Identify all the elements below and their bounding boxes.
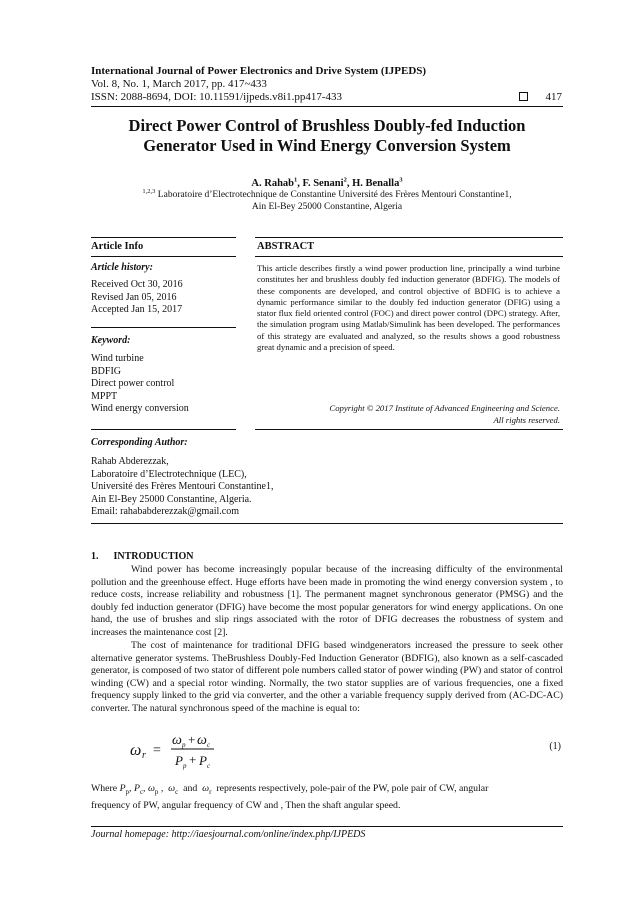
svg-text:ω: ω: [197, 733, 207, 748]
article-info-heading: Article Info: [91, 241, 144, 252]
keyword-label: Keyword:: [91, 335, 131, 346]
corresponding-line: Ain El-Bey 25000 Constantine, Algeria.: [91, 493, 252, 505]
keyword-item: Wind turbine: [91, 353, 144, 364]
history-item: Accepted Jan 15, 2017: [91, 304, 183, 315]
author-name: A. Rahab: [251, 178, 295, 189]
history-item: Revised Jan 05, 2016: [91, 291, 177, 303]
header-rule: [91, 106, 563, 107]
intro-paragraph-1: Wind power has become increasingly popular because of the increasing difficulty of the environmental pollution and the greenhouse effect. Huge efforts have been made in promoting the wind energy conversion system , to reduce costs, increase reliability and robustness [1]. The permanent magnet synchronous generator (PMSG) and the doubly fed induction generator (DFIG) have become the most popular generators for wind energy applications. On one hand, the use of brushes and slip rings associated with the rotor of DFIG decreases the robustness of system and increases the maintenance cost [2].: [91, 564, 563, 638]
corresponding-line: Email: rahababderezzak@gmail.com: [91, 506, 240, 517]
keyword-item: BDFIG: [91, 365, 122, 377]
abstract-text: This article describes firstly a wind power production line, principally a wind turbine constitutes her and brushless doubly fed induction generator (BDFIG). The models of these components are developed, and control objective of BDFIG is to achieve a dynamic performance similar to the doubly fed induction generator (DFIG) using a stator flux field oriented control (FOC) and direct power control (DPC) strategy. After, the simulation program using Matlab/Simulink has been developed. The performances of this strategy are evaluated and analyzed, so the results shows a good robustness great dynamic and a precision of speed.: [257, 263, 560, 353]
svg-text:p: p: [182, 741, 186, 749]
article-info-top-rule: [91, 237, 236, 238]
author-sup: 3: [399, 176, 403, 184]
journal-name: International Journal of Power Electronics and Drive System (IJPEDS): [91, 65, 427, 77]
section-heading: 1. INTRODUCTION: [91, 551, 194, 562]
abstract-top-rule: [255, 237, 563, 238]
where-and: and: [183, 783, 198, 794]
front-matter-bottom-rule: [91, 523, 563, 524]
corresponding-line: Rahab Abderezzak,: [91, 456, 169, 467]
svg-text:p: p: [183, 762, 187, 770]
checkbox-square-icon: [519, 92, 528, 101]
where-line-2: frequency of PW, angular frequency of CW and , Then the shaft angular speed.: [91, 799, 401, 811]
corresponding-label: Corresponding Author:: [91, 437, 188, 448]
history-item: Received Oct 30, 2016: [91, 279, 183, 290]
svg-text:P: P: [199, 753, 207, 768]
journal-homepage: [91, 829, 365, 840]
abstract-bottom-rule: [255, 429, 563, 430]
footer-rule: [91, 826, 563, 827]
svg-text:c: c: [207, 741, 211, 749]
affiliation: [91, 187, 563, 213]
author-sup: 1: [294, 176, 298, 184]
copyright-line-1: Copyright © 2017 Institute of Advanced Engineering and Science.: [329, 403, 560, 413]
svg-text:=: =: [153, 743, 161, 758]
author-sup: 2: [343, 176, 347, 184]
copyright: [257, 403, 560, 426]
author-list: A. Rahab$^1$, F. Senani$^2$, H. Benalla$^3$: [251, 176, 403, 189]
svg-text:+: +: [189, 752, 197, 767]
article-info-rule: [91, 256, 236, 257]
equation-number: (1): [549, 741, 561, 752]
page-number: 417: [545, 91, 562, 103]
abstract-heading: ABSTRACT: [257, 241, 315, 252]
svg-text:c: c: [207, 762, 211, 770]
svg-text:r: r: [142, 750, 146, 761]
equation-1: [128, 727, 238, 771]
where-paragraph: Where $P_p$, $P_c$, $\omega_p$ , $\omega_c$ and $\omega_r$ represents respectively, pole-pair of the PW, pole pair of CW, angular frequency of PW, angular frequency of CW and , Then the shaft angular speed.: [91, 783, 489, 811]
copyright-line-2: All rights reserved.: [493, 414, 560, 425]
affiliation-line-1: Laboratoire d’Electrotechnique de Constantine Université des Frères Mentouri Constantine1,: [157, 190, 512, 200]
affiliation-sup: 1,2,3: [142, 187, 156, 195]
where-prefix: Where: [91, 783, 118, 794]
svg-text:+: +: [188, 732, 196, 747]
footer-url[interactable]: : http://iaesjournal.com/online/index.php/IJPEDS: [165, 829, 366, 840]
journal-issn: ISSN: 2088-8694, DOI: 10.11591/ijpeds.v8i1.pp417-433: [91, 91, 343, 103]
paper-title: Direct Power Control of Brushless Doubly-fed Induction Generator Used in Wind Energy Conversion System: [128, 116, 526, 155]
where-suffix: represents respectively, pole-pair of the PW, pole pair of CW, angular: [216, 783, 489, 794]
journal-volume: Vol. 8, No. 1, March 2017, pp. 417~433: [91, 78, 267, 90]
keyword-bottom-rule: [91, 429, 236, 430]
keyword-rule: [91, 327, 236, 328]
svg-text:ω: ω: [130, 742, 142, 759]
corresponding-block: [91, 456, 391, 519]
author-name: H. Benalla: [352, 178, 400, 189]
affiliation-line-2: Ain El-Bey 25000 Constantine, Algeria: [251, 201, 403, 212]
keyword-list: [91, 353, 241, 416]
footer-label: Journal homepage: [91, 829, 166, 840]
keyword-item: MPPT: [91, 390, 118, 402]
intro-paragraph-2: The cost of maintenance for traditional DFIG based windgenerators increased the pressure to seek other alternative generator systems. TheBrushless Doubly-Fed Induction Generator (BDFIG), also known as a self-cascaded generator, is composed of two stator of different pole numbers called stator of power winding (PW) and stator of control winding (CW) and a special rotor winding. Normally, the two stator supplies are of various frequencies, one a fixed frequency supply linked to the grid via converter, and the other a variable frequency supply derived from (AC-DC-AC) converter. The natural synchronous speed of the machine is equal to:: [91, 640, 563, 714]
abstract-rule: [255, 256, 563, 257]
keyword-item: Direct power control: [91, 378, 175, 389]
author-name: F. Senani: [302, 178, 344, 189]
corresponding-line: Laboratoire d’Electrotechnique (LEC),: [91, 468, 247, 480]
corresponding-line: Université des Frères Mentouri Constantine1,: [91, 481, 274, 492]
keyword-item: Wind energy conversion: [91, 403, 189, 414]
svg-text:ω: ω: [172, 733, 182, 748]
history-list: [91, 279, 241, 317]
history-label: Article history:: [91, 262, 153, 273]
svg-text:P: P: [175, 753, 183, 768]
